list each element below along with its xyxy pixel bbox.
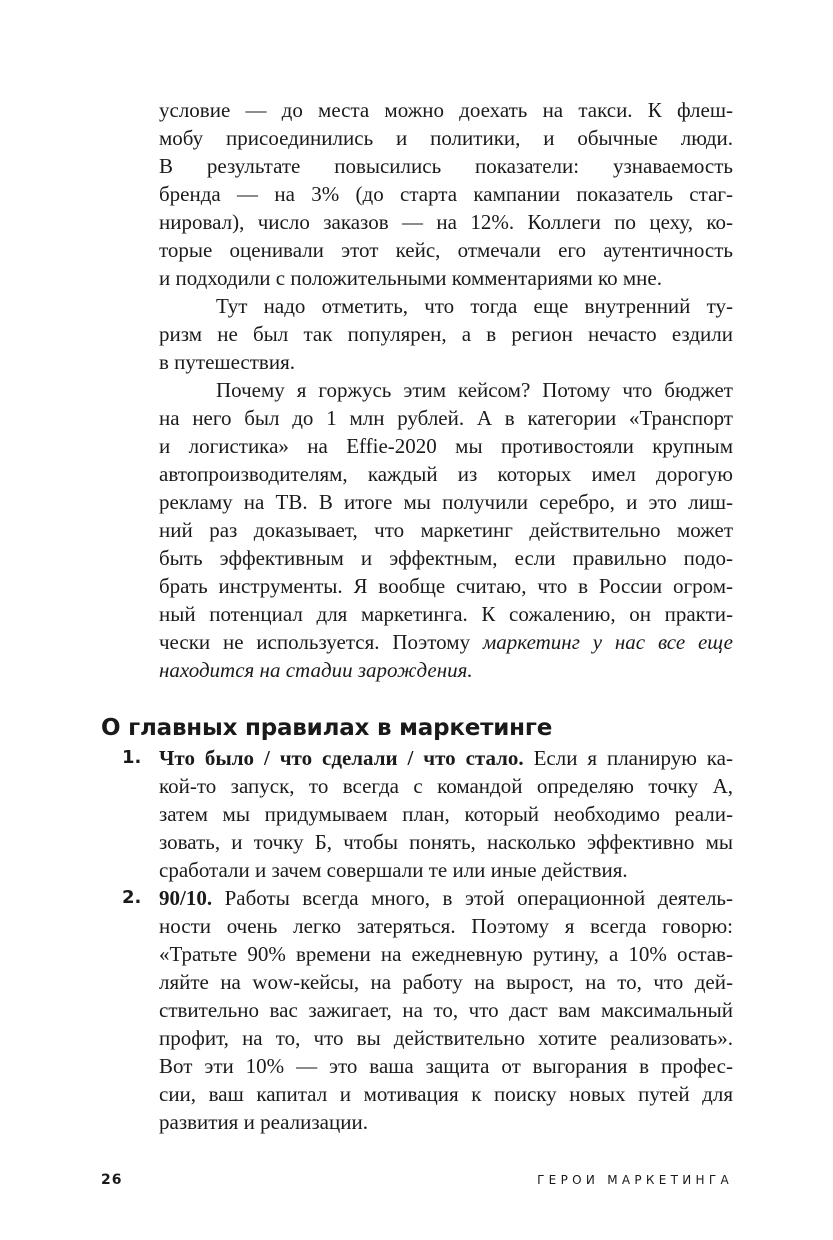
text-line: в путешествия. bbox=[159, 350, 295, 374]
text-line: сии, ваш капитал и мотивация к поиску новых путей для bbox=[159, 1082, 733, 1106]
text-line: В результате повысились показатели: узнаваемость bbox=[159, 154, 733, 178]
text-line: ности очень легко затеряться. Поэтому я всегда говорю: bbox=[159, 914, 733, 938]
text-line bbox=[159, 744, 733, 772]
text-line: ляйте на wow-кейсы, на работу на вырост, на то, что дей- bbox=[159, 970, 733, 994]
running-title: ГЕРОИ МАРКЕТИНГА bbox=[537, 1173, 733, 1187]
text-line: торые оценивали этот кейс, отмечали его аутентичность bbox=[159, 238, 733, 262]
text-line: быть эффективным и эффектным, если правильно подо- bbox=[159, 546, 733, 570]
text-line: Почему я горжусь этим кейсом? Потому что бюджет bbox=[216, 378, 733, 402]
text-span: Если я планирую ка- bbox=[523, 746, 733, 770]
text-line: развития и реализации. bbox=[159, 1110, 368, 1134]
list-number: 1. bbox=[122, 747, 142, 768]
text-line: рекламу на ТВ. В итоге мы получили серебро, и это лиш- bbox=[159, 490, 733, 514]
list-item bbox=[159, 884, 733, 1136]
bold-lead: 90/10. bbox=[159, 886, 213, 910]
text-line: брать инструменты. Я вообще считаю, что в России огром- bbox=[159, 574, 733, 598]
italic-emphasis: находится на стадии зарождения. bbox=[159, 658, 473, 682]
text-line: автопроизводителям, каждый из которых имел дорогую bbox=[159, 462, 733, 486]
text-line: затем мы придумываем план, который необходимо реали- bbox=[159, 802, 733, 826]
text-line: условие — до места можно доехать на такси. К флеш- bbox=[159, 98, 733, 122]
text-line: Тут надо отметить, что тогда еще внутренний ту- bbox=[216, 294, 733, 318]
list-item bbox=[159, 744, 733, 884]
text-line: мобу присоединились и политики, и обычные люди. bbox=[159, 126, 733, 150]
text-line bbox=[159, 884, 733, 912]
text-line: Вот эти 10% — это ваша защита от выгорания в профес- bbox=[159, 1054, 733, 1078]
paragraph-2 bbox=[159, 292, 733, 376]
text-line bbox=[159, 656, 733, 684]
text-span: чески не используется. Поэтому bbox=[159, 630, 483, 654]
text-line: профит, на то, что вы действительно хотите реализовать». bbox=[159, 1026, 733, 1050]
text-line: кой-то запуск, то всегда с командой определяю точку А, bbox=[159, 774, 733, 798]
bold-lead: Что было / что сделали / что стало. bbox=[159, 746, 524, 770]
italic-emphasis: маркетинг у нас все еще bbox=[482, 630, 733, 654]
paragraph-1 bbox=[159, 96, 733, 292]
text-line: ный потенциал для маркетинга. К сожалению, он практи- bbox=[159, 602, 733, 626]
list-number: 2. bbox=[122, 887, 142, 908]
text-line: ний раз доказывает, что маркетинг действительно может bbox=[159, 518, 733, 542]
text-line: зовать, и точку Б, чтобы понять, насколько эффективно мы bbox=[159, 830, 733, 854]
text-line: ствительно вас зажигает, на то, что даст вам максимальный bbox=[159, 998, 733, 1022]
body-text bbox=[159, 96, 733, 684]
section-heading: О главных правилах в маркетинге bbox=[101, 715, 553, 741]
text-line: ризм не был так популярен, а в регион нечасто ездили bbox=[159, 322, 733, 346]
text-line: сработали и зачем совершали те или иные действия. bbox=[159, 858, 628, 882]
text-line: и логистика» на Effie-2020 мы противостояли крупным bbox=[159, 434, 733, 458]
text-line: «Тратьте 90% времени на ежедневную рутину, а 10% остав- bbox=[159, 942, 733, 966]
text-span: Работы всегда много, в этой операционной деятель- bbox=[212, 886, 733, 910]
page-number: 26 bbox=[101, 1172, 123, 1188]
text-line bbox=[159, 628, 733, 656]
text-line: нировал), число заказов — на 12%. Коллеги по цеху, ко- bbox=[159, 210, 733, 234]
text-line: на него был до 1 млн рублей. А в категории «Транспорт bbox=[159, 406, 733, 430]
text-line: и подходили с положительными комментариями ко мне. bbox=[159, 266, 662, 290]
paragraph-3 bbox=[159, 376, 733, 684]
text-line: бренда — на 3% (до старта кампании показатель стаг- bbox=[159, 182, 733, 206]
